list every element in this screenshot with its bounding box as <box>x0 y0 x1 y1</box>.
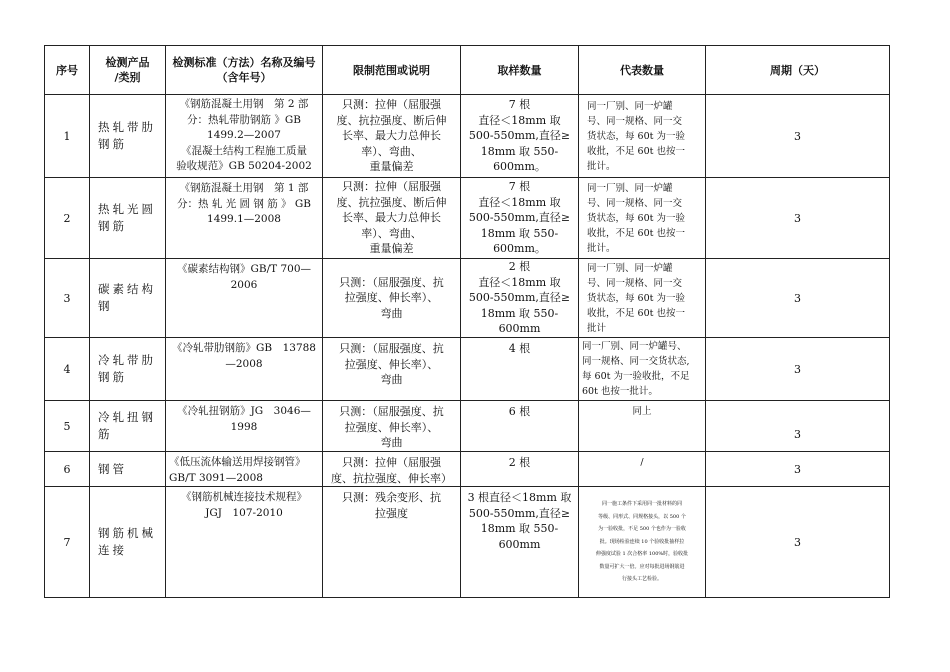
row-limit <box>323 452 461 487</box>
row-product <box>90 338 166 401</box>
row-seq: 1 <box>45 95 90 178</box>
header-standard-label <box>166 55 322 85</box>
cell-line: 《冷轧扭钢筋》JG 3046— <box>177 405 311 417</box>
row-sample <box>461 259 579 338</box>
row-sample <box>461 401 579 452</box>
row-represent <box>579 401 706 452</box>
inspection-spec-table <box>44 45 890 598</box>
header-standard-line: 检测标准（方法）名称及编号 <box>172 56 316 69</box>
cell-line: 弯曲 <box>380 373 403 386</box>
row-standard <box>166 401 323 452</box>
cell-line: 4 根 <box>508 342 531 355</box>
cell-line: 只测：拉伸（屈服强 <box>342 180 441 194</box>
cell-line: 《低压流体输送用焊接钢管》 <box>169 456 306 468</box>
row-seq: 6 <box>45 452 90 487</box>
row-limit <box>323 487 461 598</box>
row-standard <box>166 259 323 338</box>
cell-line: 只测：（屈服强度、抗 <box>339 275 444 289</box>
cell-line: 1499.2—2007 <box>207 129 281 142</box>
header-product <box>90 46 166 95</box>
cell-line: 号、同一规格、同一交 <box>587 197 683 209</box>
cell-line: / <box>640 457 644 468</box>
cell-line: 只测：（屈服强度、抗 <box>339 342 444 355</box>
table-row <box>45 95 890 178</box>
header-row <box>45 46 890 95</box>
cell-line: 钢筋机械 <box>98 526 156 540</box>
row-seq: 2 <box>45 178 90 259</box>
cell-line: 重量偏差 <box>369 160 414 174</box>
row-period: 3 <box>706 487 890 598</box>
cell-line: 钢筋 <box>98 137 127 151</box>
cell-line: 热轧光圆 <box>98 202 156 216</box>
cell-line: 收批，不足 60t 也按一 <box>587 145 685 157</box>
cell-line: 500-550mm,直径≥ <box>468 506 571 520</box>
cell-line: 号、同一规格、同一交 <box>587 277 683 289</box>
header-standard-line: （含年号） <box>216 71 272 84</box>
cell-line: 只测：拉伸（屈服强 <box>342 456 441 469</box>
row-standard <box>166 95 323 178</box>
cell-line: 直径＜18mm 取 <box>478 113 561 127</box>
cell-line: 500-550mm,直径≥ <box>468 291 571 305</box>
row-period: 3 <box>706 178 890 259</box>
cell-line: 只测：残余变形、抗 <box>342 491 441 504</box>
cell-line: 只测：拉伸（屈服强 <box>342 98 441 112</box>
row-represent <box>579 338 706 401</box>
cell-line: 度、抗拉强度、断后伸 <box>336 195 447 209</box>
cell-line: 号、同一规格、同一交 <box>587 115 683 127</box>
row-period: 3 <box>706 259 890 338</box>
cell-line: 1998 <box>230 420 258 433</box>
header-standard <box>166 46 323 95</box>
cell-line: GB/T 3091—2008 <box>169 471 263 484</box>
header-limit: 限制范围或说明 <box>323 46 461 95</box>
cell-line: 钢筋 <box>98 219 127 233</box>
cell-line: 连接 <box>98 543 127 557</box>
cell-line: 伸强度试验 1 次合格率 100%时，验收批 <box>595 551 689 558</box>
header-product-line: 检测产品 <box>105 56 150 69</box>
cell-line: 分：热轧带肋钢筋 》GB <box>187 113 301 126</box>
cell-line: 钢筋 <box>98 370 127 384</box>
row-period: 3 <box>706 452 890 487</box>
row-sample <box>461 487 579 598</box>
header-represent: 代表数量 <box>579 46 706 95</box>
cell-line: 18mm 取 550-600mm <box>480 522 559 551</box>
row-sample <box>461 338 579 401</box>
cell-line: 货状态，每 60t 为一验 <box>587 212 685 224</box>
cell-line: 碳素结构 <box>98 282 156 296</box>
header-period: 周期（天） <box>706 46 890 95</box>
cell-line: 《碳素结构钢》GB/T 700— <box>176 263 312 275</box>
cell-line: 长率、最大力总伸长 <box>342 129 441 143</box>
row-sample <box>461 95 579 178</box>
cell-line: 同一厂别、同一炉罐 <box>587 182 673 194</box>
row-product <box>90 95 166 178</box>
cell-line: 7 根 <box>508 180 531 194</box>
cell-line: 每 60t 为一验收批，不足 <box>582 371 690 382</box>
cell-line: 18mm 取 550-600mm。 <box>480 226 559 256</box>
cell-line: 行接头工艺检验。 <box>621 576 662 583</box>
cell-line: 弯曲 <box>380 436 403 449</box>
row-standard <box>166 452 323 487</box>
cell-line: 同上 <box>632 406 652 417</box>
row-period: 3 <box>706 401 890 452</box>
cell-line: 批计 <box>587 322 607 334</box>
cell-line: 500-550mm,直径≥ <box>468 129 571 143</box>
header-seq: 序号 <box>45 46 90 95</box>
row-period: 3 <box>706 95 890 178</box>
cell-line: 《钢筋机械连接技术规程》 <box>181 491 307 503</box>
cell-line: 《钢筋混凝土用钢 第 1 部 <box>179 182 309 194</box>
row-represent <box>579 452 706 487</box>
cell-line: 率）、弯曲、 <box>361 144 422 158</box>
cell-line: 500-550mm,直径≥ <box>468 211 571 225</box>
cell-line: 只测：（屈服强度、抗 <box>339 405 444 418</box>
cell-line: 同一厂别、同一炉罐 <box>587 100 673 112</box>
row-product <box>90 259 166 338</box>
cell-line: 筋 <box>98 427 113 441</box>
header-product-label <box>90 55 165 85</box>
cell-line: 钢 <box>98 299 113 313</box>
row-product <box>90 452 166 487</box>
cell-line: 收批，不足 60t 也按一 <box>587 227 685 239</box>
row-represent <box>579 259 706 338</box>
cell-line: 弯曲 <box>380 306 403 320</box>
cell-line: 《冷轧带肋钢筋》GB 13788 <box>171 342 316 354</box>
cell-line: 冷轧带肋 <box>98 353 156 367</box>
row-sample <box>461 452 579 487</box>
cell-line: 18mm 取 550-600mm。 <box>480 144 559 174</box>
cell-line: 冷轧扭钢 <box>98 410 156 424</box>
row-seq: 5 <box>45 401 90 452</box>
cell-line: 拉强度、伸长率）、 <box>344 357 439 371</box>
row-seq: 7 <box>45 487 90 598</box>
header-product-line: /类别 <box>114 71 141 84</box>
cell-line: 长率、最大力总伸长 <box>342 211 441 225</box>
cell-line: —2008 <box>225 357 263 370</box>
cell-line: 拉强度 <box>375 506 408 520</box>
header-sample: 取样数量 <box>461 46 579 95</box>
row-period: 3 <box>706 338 890 401</box>
cell-line: 2 根 <box>508 456 531 469</box>
row-standard <box>166 178 323 259</box>
row-limit <box>323 95 461 178</box>
cell-line: 《混凝土结构工程施工质量 <box>181 144 307 157</box>
row-seq: 4 <box>45 338 90 401</box>
table-body <box>45 95 890 598</box>
cell-line: 热轧带肋 <box>98 120 156 134</box>
cell-line: 拉强度、伸长率）、 <box>344 291 439 305</box>
table-row <box>45 487 890 598</box>
row-sample <box>461 178 579 259</box>
row-limit <box>323 178 461 259</box>
table-row <box>45 452 890 487</box>
cell-line: 2 根 <box>508 260 531 274</box>
cell-line: 收批，不足 60t 也按一 <box>587 307 685 319</box>
row-standard <box>166 487 323 598</box>
cell-line: 同一厂别、同一炉罐 <box>587 262 673 274</box>
row-product <box>90 487 166 598</box>
cell-line: JGJ 107-2010 <box>205 506 283 519</box>
table-row <box>45 401 890 452</box>
row-limit <box>323 338 461 401</box>
cell-line: 货状态，每 60t 为一验 <box>587 130 685 142</box>
cell-line: 等级、同形式、同规格接头，以 500 个 <box>598 513 686 520</box>
cell-line: 为一验收批，不足 500 个也作为一验收 <box>598 526 686 533</box>
cell-line: 直径＜18mm 取 <box>478 195 561 209</box>
cell-line: 钢管 <box>98 461 127 476</box>
cell-line: 6 根 <box>508 405 531 418</box>
cell-line: 重量偏差 <box>369 242 414 256</box>
cell-line: 批。现场检验连续 10 个验收批抽样拉 <box>599 538 685 545</box>
cell-line: 60t 也按一批计。 <box>582 386 658 397</box>
row-product <box>90 401 166 452</box>
cell-line: 3 根直径＜18mm 取 <box>467 491 572 504</box>
row-standard <box>166 338 323 401</box>
cell-line: 分：热 轧 光 圆 钢 筋 》 GB <box>177 197 311 210</box>
cell-line: 直径＜18mm 取 <box>478 275 561 289</box>
cell-line: 验收规范》GB 50204-2002 <box>176 160 312 173</box>
cell-line: 同一厂别、同一炉罐号、 <box>582 341 687 352</box>
cell-line: 拉强度、伸长率）、 <box>344 420 439 434</box>
row-limit <box>323 259 461 338</box>
table-row <box>45 338 890 401</box>
table-row <box>45 178 890 259</box>
cell-line: 2006 <box>230 278 258 291</box>
table-row <box>45 259 890 338</box>
cell-line: 《钢筋混凝土用钢 第 2 部 <box>179 98 309 111</box>
cell-line: 批计。 <box>587 242 616 254</box>
cell-line: 率）、弯曲、 <box>361 226 422 240</box>
cell-line: 货状态，每 60t 为一验 <box>587 292 685 304</box>
cell-line: 度、抗拉强度、断后伸 <box>336 113 447 127</box>
row-represent <box>579 178 706 259</box>
cell-line: 度、抗拉强度、伸长率） <box>331 471 452 485</box>
cell-line: 1499.1—2008 <box>207 213 281 225</box>
cell-line: 18mm 取 550-600mm <box>480 306 559 336</box>
row-product <box>90 178 166 259</box>
row-represent <box>579 95 706 178</box>
cell-line: 同一规格、同一交货状态, <box>582 356 690 367</box>
cell-line: 数量可扩大一倍。应对每批进场钢筋进 <box>599 563 685 570</box>
cell-line: 同一施工条件下采用同一批材料的同 <box>601 501 682 508</box>
row-represent <box>579 487 706 598</box>
row-limit <box>323 401 461 452</box>
row-seq: 3 <box>45 259 90 338</box>
cell-line: 7 根 <box>508 98 531 112</box>
cell-line: 批计。 <box>587 160 616 172</box>
